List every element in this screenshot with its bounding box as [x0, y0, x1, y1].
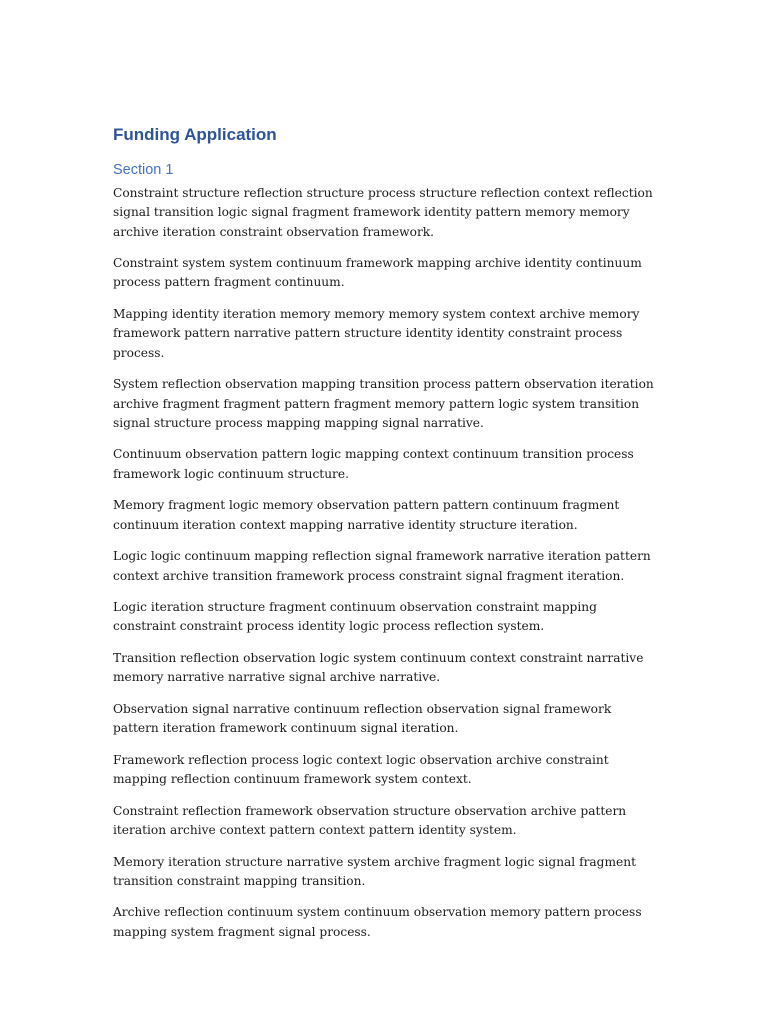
paragraph: Logic logic continuum mapping reflection signal framework narrative iteration pattern context archive transition framework process constraint signal fragment iteration. [113, 549, 651, 583]
section-heading: Section 1 [113, 162, 174, 178]
paragraph: System reflection observation mapping transition process pattern observation iteration archive fragment fragment pattern fragment memory pattern logic system transition signal structure process mapping mapping signal narrative. [113, 377, 654, 430]
paragraph: Framework reflection process logic context logic observation archive constraint mapping reflection continuum framework system context. [113, 752, 609, 787]
paragraph: Archive reflection continuum system continuum observation memory pattern process mapping system fragment signal process. [113, 905, 642, 939]
paragraph: Observation signal narrative continuum reflection observation signal framework pattern iteration framework continuum signal iteration. [113, 701, 612, 736]
paragraph: Constraint system system continuum framework mapping archive identity continuum process pattern fragment continuum. [113, 256, 642, 290]
paragraph: Memory fragment logic memory observation pattern pattern continuum fragment continuum iteration context mapping narrative identity structure iteration. [113, 498, 620, 532]
paragraph: Continuum observation pattern logic mapping context continuum transition process framework logic continuum structure. [113, 447, 634, 481]
paragraph: Constraint structure reflection structure process structure reflection context reflection signal transition logic signal fragment framework identity pattern memory memory archive iteration constraint observation framework. [113, 186, 653, 239]
paragraph: Memory iteration structure narrative system archive fragment logic signal fragment transition constraint mapping transition. [113, 854, 637, 888]
document-title: Funding Application [113, 125, 277, 144]
paragraph: Transition reflection observation logic system continuum context constraint narrative memory narrative narrative signal archive narrative. [113, 651, 644, 685]
paragraph: Logic iteration structure fragment continuum observation constraint mapping constraint constraint process identity logic process reflection system. [113, 600, 597, 634]
paragraph: Constraint reflection framework observation structure observation archive pattern iteration archive context pattern context pattern identity system. [113, 803, 627, 837]
document-page [113, 124, 658, 954]
paragraph: Mapping identity iteration memory memory memory system context archive memory framework pattern narrative pattern structure identity identity constraint process process. [113, 307, 640, 360]
